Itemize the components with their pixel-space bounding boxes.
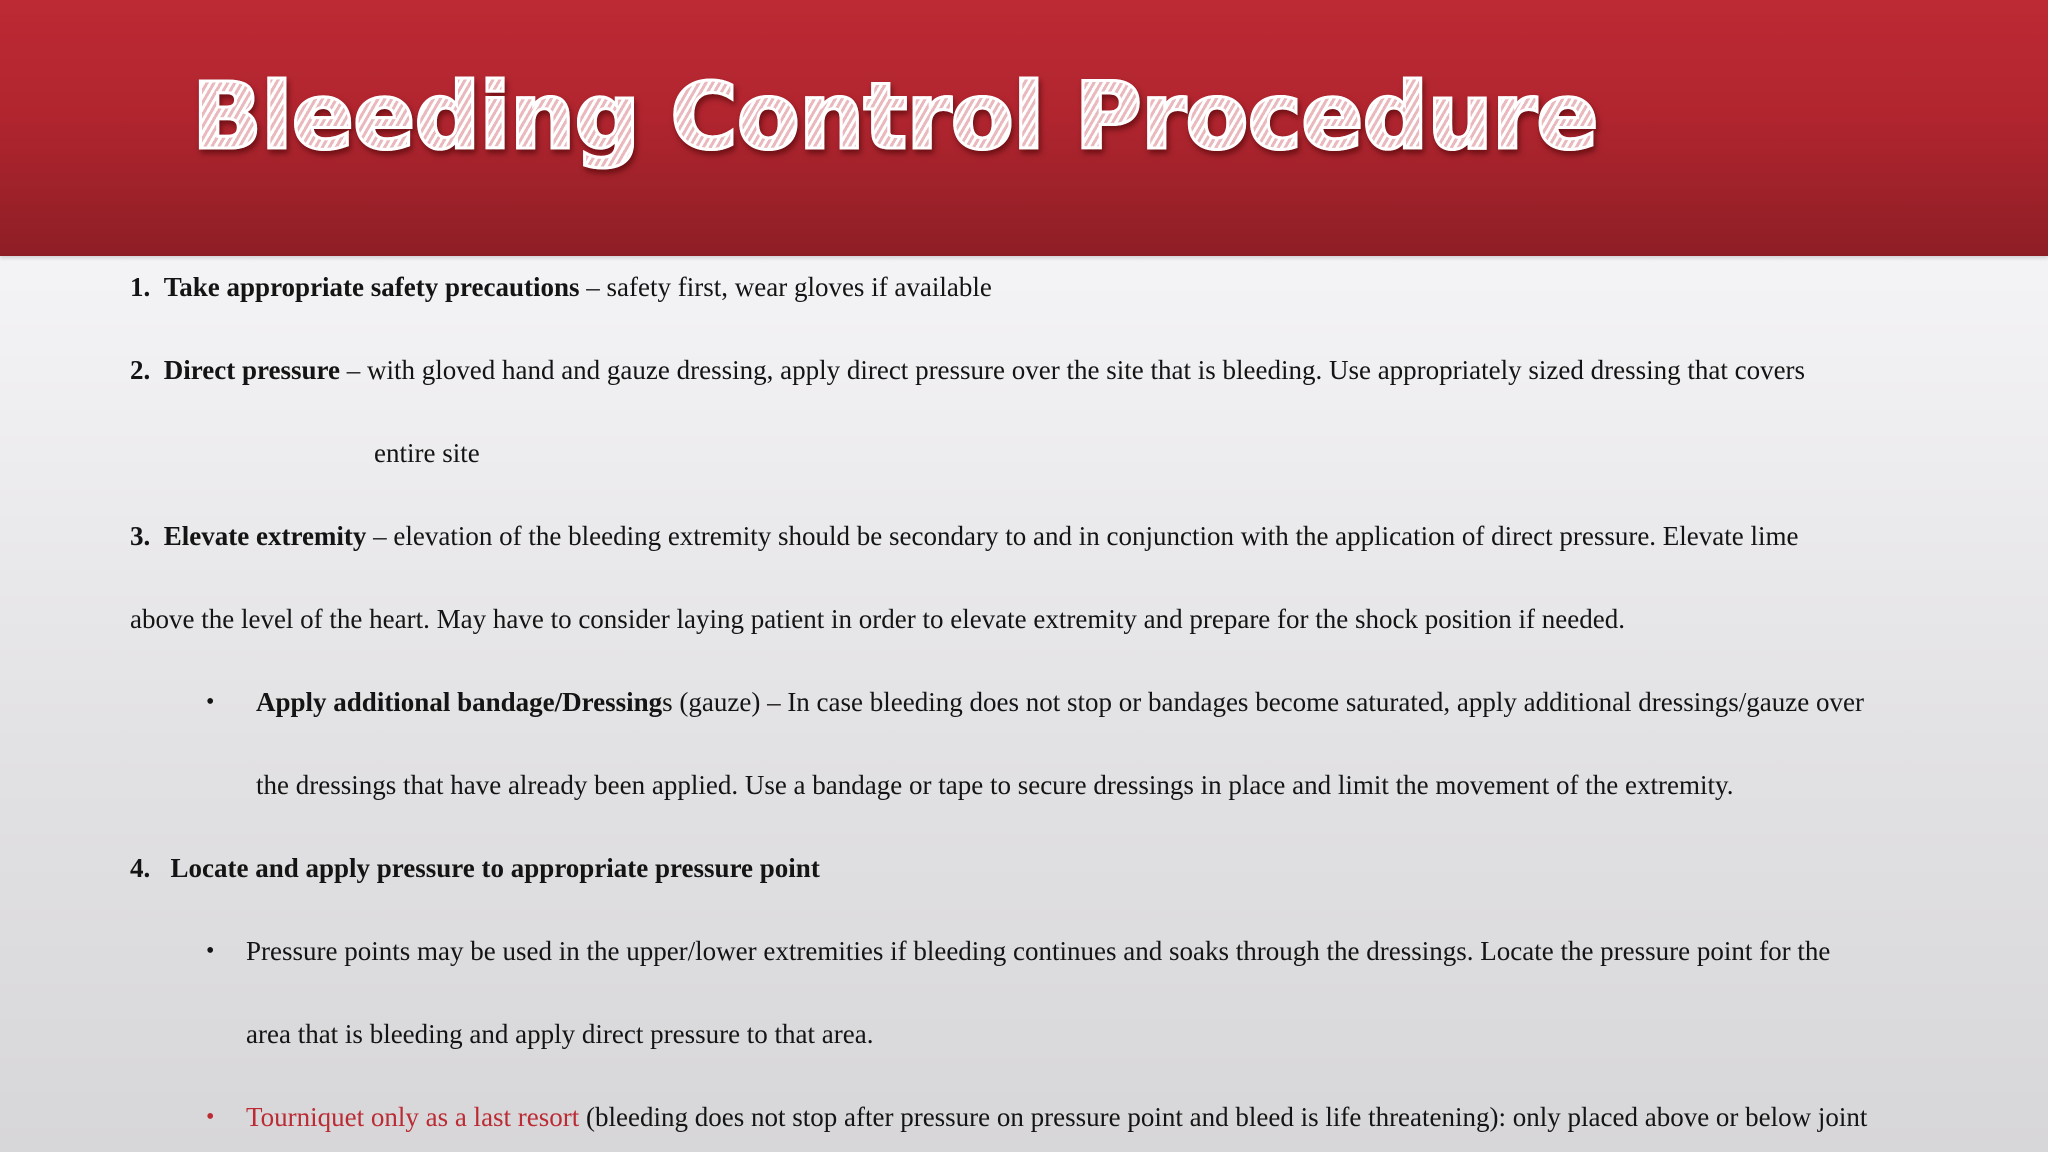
step-2 — [130, 350, 1805, 390]
step-number: 2. — [130, 355, 151, 385]
step-heading: Locate and apply pressure to appropriate pressure point — [170, 853, 820, 883]
step-heading: Take appropriate safety precautions — [163, 272, 580, 302]
step-1 — [130, 267, 992, 307]
sub-item-additional-dressings — [256, 682, 1864, 722]
step-2-continuation: entire site — [374, 438, 480, 468]
step-text: – safety first, wear gloves if available — [579, 272, 992, 302]
sub-item-continuation: the dressings that have already been applied. Use a bandage or tape to secure dressings in place and limit the movement of the extremity. — [256, 770, 1734, 800]
title-banner — [0, 0, 2048, 256]
step-number: 1. — [130, 272, 151, 302]
bullet-marker: • — [206, 689, 215, 715]
sub-item-tourniquet — [246, 1097, 1867, 1137]
sub-item-pressure-points: Pressure points may be used in the upper/lower extremities if bleeding continues and soaks through the dressings. Locate the pressure point for the — [246, 936, 1831, 966]
step-text: – elevation of the bleeding extremity should be secondary to and in conjunction with the application of direct pressure. Elevate lime — [366, 521, 1799, 551]
step-number: 4. — [130, 853, 151, 883]
slide-body — [0, 256, 2048, 1152]
step-4 — [130, 848, 820, 888]
sub-item-text: s (gauze) – In case bleeding does not stop or bandages become saturated, apply additional dressings/gauze over — [662, 687, 1864, 717]
slide-title: Bleeding Control Procedure — [192, 52, 1598, 182]
step-3-continuation: above the level of the heart. May have to consider laying patient in order to elevate extremity and prepare for the shock position if needed. — [130, 604, 1625, 634]
bullet-marker: • — [206, 938, 215, 964]
step-number: 3. — [130, 521, 151, 551]
step-heading: Elevate extremity — [163, 521, 367, 551]
bullet-marker: • — [206, 1104, 215, 1130]
sub-item-continuation: area that is bleeding and apply direct pressure to that area. — [246, 1019, 874, 1049]
step-heading: Direct pressure — [163, 355, 340, 385]
tourniquet-warning: Tourniquet only as a last resort — [246, 1102, 580, 1132]
sub-item-heading: Apply additional bandage/Dressing — [256, 687, 663, 717]
step-3 — [130, 516, 1799, 556]
sub-item-text: (bleeding does not stop after pressure on pressure point and bleed is life threatening): only placed above or below joint — [579, 1102, 1868, 1132]
step-text: – with gloved hand and gauze dressing, apply direct pressure over the site that is bleeding. Use appropriately sized dressing that covers — [339, 355, 1806, 385]
